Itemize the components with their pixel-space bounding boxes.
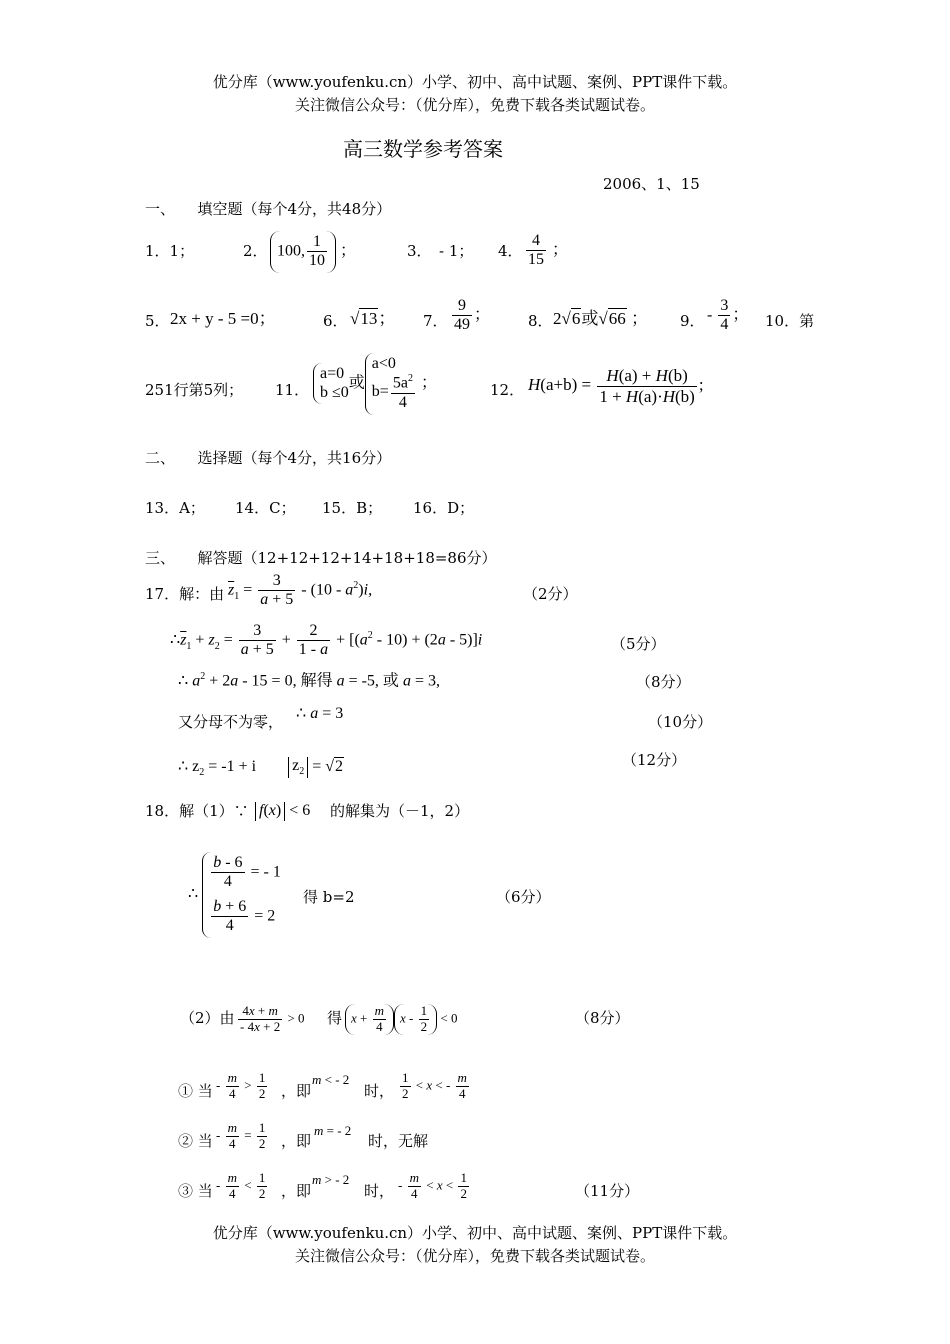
- q18-system: ∴ $\frac{b - 6}{4}$ = - 1 $\frac{b + 6}{4}$ = 2: [188, 852, 281, 938]
- q18-score-1: （6分）: [496, 888, 551, 906]
- case-1-condition: - $\frac{m}{4}$ > $\frac{1}{2}$: [216, 1070, 266, 1101]
- q17-line-4-text: 又分母不为零，: [178, 713, 284, 731]
- header-line-1: 优分库（www.youfenku.cn）小学、初中、高中试题、案例、PPT课件下载。: [212, 73, 738, 91]
- q17-line-3: ∴ $a^2 + 2a - 15 = 0$, 解得 a = -5, 或 a = 3,: [178, 671, 440, 690]
- footer-line-1: 优分库（www.youfenku.cn）小学、初中、高中试题、案例、PPT课件下载。: [212, 1224, 738, 1242]
- or-text: 或: [581, 309, 599, 328]
- q17-score-3: （8分）: [636, 673, 691, 691]
- case-1-ji: ，即: [281, 1082, 312, 1100]
- case-2-condition: - $\frac{m}{4}$ = $\frac{1}{2}$: [216, 1120, 266, 1151]
- q18-result-b: 得 b=2: [303, 888, 355, 906]
- case-1-m: m < - 2: [312, 1072, 350, 1087]
- answer-13: 13．A；: [145, 499, 205, 517]
- case-2-nosolution: 时，无解: [368, 1132, 429, 1150]
- q17-line-2: $\therefore\overline{z}_1 + z_2$ = $\frac{3}{a + 5}$ + $\frac{2}{1 - a}$ + $[(a^2 - 10) + (2a - 5)]i$: [170, 622, 483, 659]
- answer-6-label: 6．: [323, 312, 348, 330]
- section-fill-in: 一、 填空题（每个4分，共48分）: [145, 200, 392, 218]
- q18-solution-set: 的解集为（－1，2）: [330, 802, 470, 820]
- answer-2-label: 2．: [243, 242, 268, 260]
- q17-score-2: （5分）: [611, 635, 666, 653]
- q17-label: 17．解：由: [145, 585, 225, 603]
- answer-1: 1．1；: [145, 242, 195, 260]
- case-3-condition: - $\frac{m}{4}$ < $\frac{1}{2}$: [216, 1170, 266, 1201]
- case-1-shi: 时，: [364, 1082, 395, 1100]
- case-3-solution: - $\frac{m}{4}$ < x < $\frac{1}{2}$: [398, 1170, 467, 1201]
- case-3-shi: 时，: [364, 1182, 395, 1200]
- answer-9-label: 9．: [680, 312, 705, 330]
- q17-score-1: （2分）: [523, 585, 578, 603]
- answer-3: 3． - 1；: [407, 242, 474, 260]
- answer-10-cont: 251行第5列；: [145, 381, 244, 399]
- q17-line-1: $\overline{z}_1$ = $\frac{3}{a + 5}$ - $(10 - a^2)i$,: [228, 572, 373, 609]
- answer-16: 16．D；: [413, 499, 475, 517]
- section-choice: 二、 选择题（每个4分，共16分）: [145, 449, 392, 467]
- q18-score-3: （11分）: [575, 1182, 640, 1200]
- footer-line-2: 关注微信公众号：（优分库），免费下载各类试题试卷。: [294, 1247, 655, 1265]
- answer-8-label: 8．: [528, 312, 553, 330]
- q18-part2-ineq: $\frac{4x + m}{- 4x + 2}$ > 0: [240, 1003, 305, 1034]
- case-3-label: ③ 当: [178, 1182, 213, 1200]
- case-2-m: m = - 2: [314, 1123, 352, 1138]
- answer-15: 15．B；: [322, 499, 383, 517]
- answer-7-label: 7．: [423, 312, 448, 330]
- case-3-m: m > - 2: [312, 1172, 350, 1187]
- answer-7-formula: $\frac{9}{49}$ ；: [454, 297, 491, 334]
- answer-5-formula: 2x + y - 5 =0；: [170, 309, 276, 328]
- q17-score-5: （12分）: [622, 751, 687, 769]
- answer-14: 14．C；: [235, 499, 296, 517]
- answer-5-label: 5．: [145, 312, 170, 330]
- answer-6-formula: √13；: [350, 309, 396, 328]
- answer-11-formula: a=0 b ≤0 或 a<0 b= $\frac{5a^2}{4}$ ；: [313, 353, 437, 415]
- answer-2-formula: 100, $\frac{1}{10}$ ；: [270, 231, 356, 273]
- answer-11-label: 11．: [275, 381, 310, 399]
- answer-8-formula: 2√6或√66 ；: [553, 309, 648, 328]
- date: 2006、1、15: [603, 175, 700, 193]
- q18-score-2: （8分）: [575, 1009, 630, 1027]
- page-title: 高三数学参考答案: [343, 137, 503, 161]
- section-solutions: 三、 解答题（12+12+12+14+18+18=86分）: [145, 549, 497, 567]
- answer-10-label: 10．第: [765, 312, 815, 330]
- case-2-ji: ，即: [281, 1132, 312, 1150]
- q17-line-4-formula: ∴ a = 3: [296, 705, 344, 722]
- case-1-label: ① 当: [178, 1082, 213, 1100]
- or-text-11: 或: [348, 374, 365, 392]
- q17-score-4: （10分）: [648, 713, 713, 731]
- q17-line-5: ∴ $z_2 = -1 + i$ $z_2 = √2$: [178, 757, 344, 779]
- answer-12-label: 12．: [490, 381, 525, 399]
- case-1-solution: $\frac{1}{2}$ < x < - $\frac{m}{4}$: [402, 1070, 467, 1101]
- q18-label: 18．解（1）∵: [145, 802, 249, 820]
- q18-part2-label: （2）由: [180, 1009, 235, 1027]
- q18-condition: f(x) < 6: [255, 802, 310, 821]
- case-2-label: ② 当: [178, 1132, 213, 1150]
- answer-4-label: 4．: [498, 242, 523, 260]
- answer-9-formula: - $\frac{3}{4}$ ；: [707, 297, 749, 334]
- q18-part2-factored: x + $\frac{m}{4}$ x - $\frac{1}{2}$ < 0: [345, 1004, 457, 1035]
- q18-part2-de: 得: [327, 1009, 343, 1027]
- answer-12-formula: H(a+b) = $\frac{H(a) + H(b)}{1 + H(a)\cdot H(b)}$ ;: [528, 366, 704, 406]
- answer-4-formula: $\frac{4}{15}$ ；: [528, 232, 569, 269]
- case-3-ji: ，即: [281, 1182, 312, 1200]
- header-line-2: 关注微信公众号：（优分库），免费下载各类试题试卷。: [294, 96, 655, 114]
